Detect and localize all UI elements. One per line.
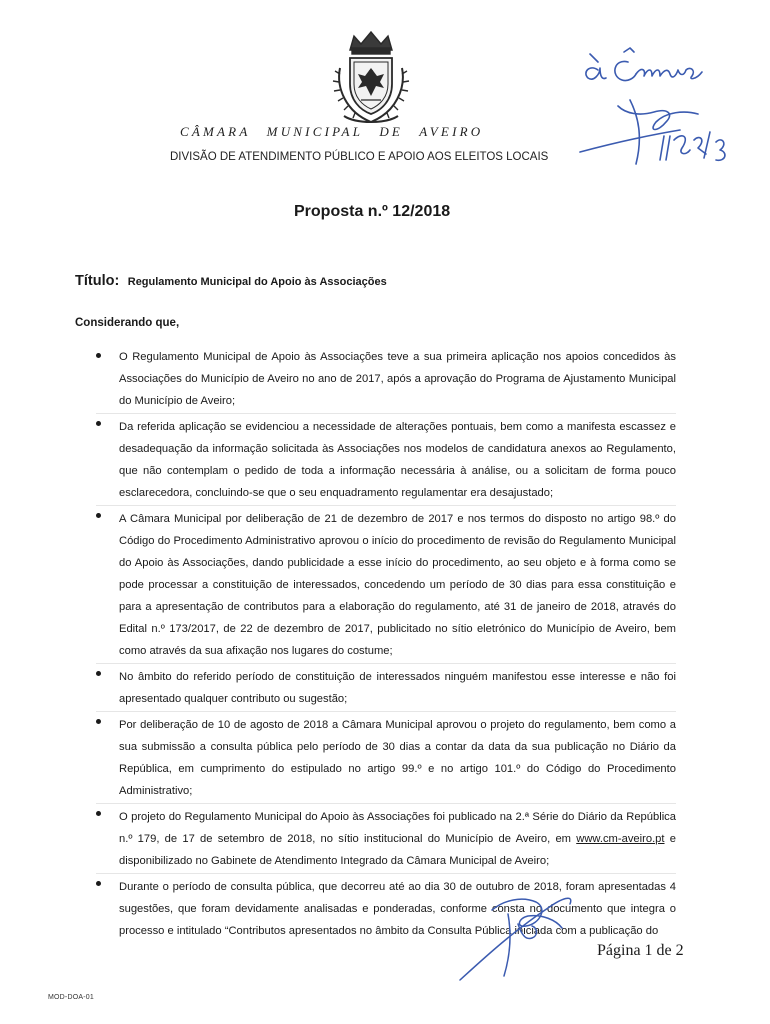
bullet-icon (96, 719, 101, 724)
bullet-icon (96, 421, 101, 426)
form-code: MOD-DOA-01 (48, 994, 94, 1001)
bullet-icon (96, 881, 101, 886)
bullet-icon (96, 513, 101, 518)
organization-name: CÂMARA MUNICIPAL DE AVEIRO (180, 124, 484, 139)
subject-value: Regulamento Municipal do Apoio às Associações (127, 276, 387, 288)
list-item (96, 711, 676, 802)
website-link[interactable]: www.cm-aveiro.pt (576, 833, 665, 845)
list-item-text: Da referida aplicação se evidenciou a necessidade de alterações pontuais, bem como a manifesta escassez e desadequação da informação solicitada às Associações nos modelos de candidatura anexos ao Regulamento, que não contemplam o pedido de toda a informação necessária à análise, ou a solicitam de forma pouco esclarecedora, concluindo-se que o seu enquadramento regulamentar era desajustado; (119, 421, 676, 499)
list-item-text (119, 806, 676, 872)
intro-text: Considerando que, (75, 317, 180, 329)
subject-label: Título: (75, 273, 120, 289)
handwritten-annotation-icon (570, 40, 750, 190)
proposal-title: Proposta n.º 12/2018 (294, 203, 451, 220)
list-item-text: A Câmara Municipal por deliberação de 21 de dezembro de 2017 e nos termos do disposto no artigo 98.º do Código do Procedimento Administrativo aprovou o início do procedimento de revisão do Regulamento Municipal do Apoio às Associações, dando publicidade a esse início do procedimento, ao seu objeto e à forma como se pode processar a constituição de interessados, concedendo um período de 30 dias para essa constituição e para a apresentação de contributos para a elaboração do regulamento, até 31 de janeiro de 2018, através do Edital n.º 173/2017, de 22 de dezembro de 2017, publicitado no sítio eletrónico do Município de Aveiro, bem como através da sua afixação nos lugares do costume; (119, 513, 676, 657)
division-name: DIVISÃO DE ATENDIMENTO PÚBLICO E APOIO AOS ELEITOS LOCAIS (170, 151, 549, 163)
list-item (96, 413, 676, 504)
bullet-icon (96, 811, 101, 816)
signature-icon (452, 880, 592, 990)
list-item (96, 505, 676, 662)
list-item (96, 803, 676, 872)
bullet-icon (96, 671, 101, 676)
coat-of-arms-icon (328, 28, 414, 128)
list-item (96, 346, 676, 412)
list-item-text: Durante o período de consulta pública, que decorreu até ao dia 30 de outubro de 2018, foram apresentadas 4 sugestões, que foram devidamente analisadas e ponderadas, conforme consta no documento que integra o processo e intitulado “Contributos apresentados no âmbito da Consulta Pública iniciada com a publicação do (119, 881, 676, 937)
subject-line (75, 272, 387, 290)
list-item-text: Por deliberação de 10 de agosto de 2018 a Câmara Municipal aprovou o projeto do regulamento, bem como a sua submissão a consulta pública pelo período de 30 dias a contar da data da sua publicação no Diário da República, em cumprimento do estipulado no artigo 99.º e no artigo 101.º do Código do Procedimento Administrativo; (119, 719, 676, 797)
page-number: Página 1 de 2 (597, 942, 684, 959)
considerations-list (96, 346, 676, 942)
list-item (96, 663, 676, 710)
list-item-text: No âmbito do referido período de constituição de interessados ninguém manifestou esse interesse e não foi apresentado qualquer contributo ou sugestão; (119, 671, 676, 705)
list-item-text-before: O projeto do Regulamento Municipal do Apoio às Associações foi publicado na 2.ª Série do Diário da República n.º 179, de 17 de setembro de 2018, no sítio institucional do Município de Aveiro, em (119, 811, 676, 845)
list-item-text: O Regulamento Municipal de Apoio às Associações teve a sua primeira aplicação nos apoios concedidos às Associações do Município de Aveiro no ano de 2017, após a aprovação do Programa de Ajustamento Municipal do Município de Aveiro; (119, 351, 676, 407)
list-item-text-after: e disponibilizado no Gabinete de Atendimento Integrado da Câmara Municipal de Aveiro; (119, 833, 676, 867)
bullet-icon (96, 353, 101, 358)
